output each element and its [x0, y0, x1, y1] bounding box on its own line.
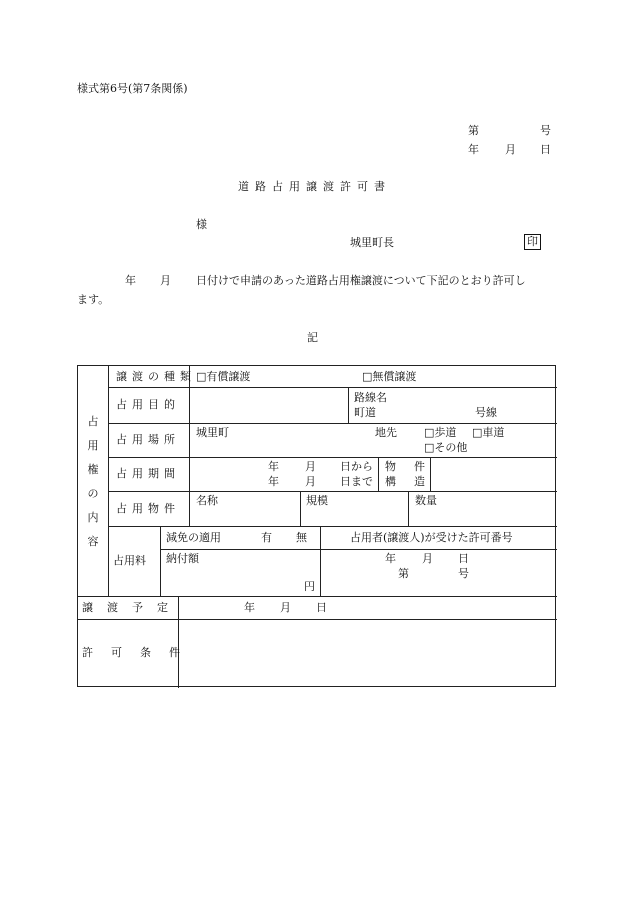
- side-label: 占 用 権 の 内 容: [87, 415, 99, 548]
- name-label: 名称: [196, 494, 218, 507]
- seal-text: 印: [524, 234, 541, 250]
- period-label: 占用期間: [116, 467, 180, 480]
- permit-table: [77, 365, 556, 687]
- header-gatsu: 月: [505, 143, 516, 156]
- transfer-paid-checkbox[interactable]: □有償譲渡: [196, 370, 251, 383]
- line: [78, 596, 557, 597]
- header-go: 号: [540, 124, 551, 137]
- scheduled-nichi: 日: [316, 601, 327, 614]
- object-label: 占用物件: [116, 502, 180, 515]
- scheduled-label: 譲渡予定: [82, 601, 182, 614]
- body-nen: 年: [125, 274, 136, 287]
- transfer-free-checkbox[interactable]: □無償譲渡: [362, 370, 417, 383]
- ki-label: 記: [307, 331, 318, 344]
- line: [300, 491, 301, 526]
- line: [378, 457, 379, 491]
- header-dai: 第: [468, 124, 479, 137]
- document-title: 道路占用譲渡許可書: [238, 180, 391, 193]
- line: [108, 526, 557, 527]
- period-from-nichi: 日から: [340, 460, 373, 473]
- permit-number-label: 占用者(譲渡人)が受けた許可番号: [350, 531, 513, 544]
- line: [108, 387, 557, 388]
- sidewalk-checkbox[interactable]: □歩道: [424, 426, 457, 439]
- body-line1: 日付けで申請のあった道路占用権譲渡について下記のとおり許可し: [196, 274, 526, 287]
- route-name-label: 路線名: [354, 391, 387, 404]
- other-checkbox[interactable]: □その他: [424, 441, 468, 454]
- header-nen: 年: [468, 143, 479, 156]
- permit-date-nen: 年: [385, 552, 396, 565]
- issuer: 城里町長: [350, 236, 394, 249]
- scheduled-gatsu: 月: [280, 601, 291, 614]
- permit-number-go: 号: [458, 567, 469, 580]
- addressee-suffix: 様: [196, 218, 207, 231]
- town-road-label: 町道: [354, 406, 376, 419]
- object-structure-3: 構: [385, 475, 396, 488]
- line: [348, 387, 349, 423]
- exemption-yes: 有: [261, 531, 272, 544]
- purpose-label: 占用目的: [116, 398, 180, 411]
- location-label: 占用場所: [116, 433, 180, 446]
- body-line2: ます。: [77, 293, 110, 306]
- period-from-nen: 年: [268, 460, 279, 473]
- line: [108, 491, 557, 492]
- body-gatsu: 月: [160, 274, 171, 287]
- object-structure-1: 物: [385, 460, 396, 473]
- permit-date-nichi: 日: [458, 552, 469, 565]
- transfer-type-label: 譲渡の種類: [116, 370, 196, 383]
- roadway-checkbox[interactable]: □車道: [472, 426, 505, 439]
- exemption-label: 減免の適用: [166, 531, 221, 544]
- period-to-nen: 年: [268, 475, 279, 488]
- line: [408, 491, 409, 526]
- line: [108, 423, 557, 424]
- line: [189, 366, 190, 526]
- line: [160, 549, 557, 550]
- spec-label: 規模: [306, 494, 328, 507]
- object-structure-2: 件: [414, 460, 425, 473]
- destination-label: 地先: [375, 426, 397, 439]
- line: [320, 526, 321, 596]
- fee-label: 占用料: [113, 554, 146, 567]
- line: [160, 526, 161, 596]
- scheduled-nen: 年: [244, 601, 255, 614]
- period-to-gatsu: 月: [305, 475, 316, 488]
- period-to-nichi: 日まで: [340, 475, 373, 488]
- line: [108, 457, 557, 458]
- conditions-label: 許可条件: [82, 646, 198, 659]
- line: [108, 366, 109, 596]
- object-structure-4: 造: [414, 475, 425, 488]
- exemption-no: 無: [296, 531, 307, 544]
- permit-number-dai: 第: [398, 567, 409, 580]
- period-from-gatsu: 月: [305, 460, 316, 473]
- line: [430, 457, 431, 491]
- permit-date-gatsu: 月: [422, 552, 433, 565]
- location-value: 城里町: [196, 426, 229, 439]
- form-number: 様式第6号(第7条関係): [77, 82, 188, 95]
- seal-mark: [524, 234, 541, 250]
- paid-amount-label: 納付額: [166, 552, 199, 565]
- route-number-label: 号線: [475, 406, 497, 419]
- yen-label: 円: [304, 580, 315, 593]
- line: [78, 619, 557, 620]
- quantity-label: 数量: [415, 494, 437, 507]
- header-nichi: 日: [540, 143, 551, 156]
